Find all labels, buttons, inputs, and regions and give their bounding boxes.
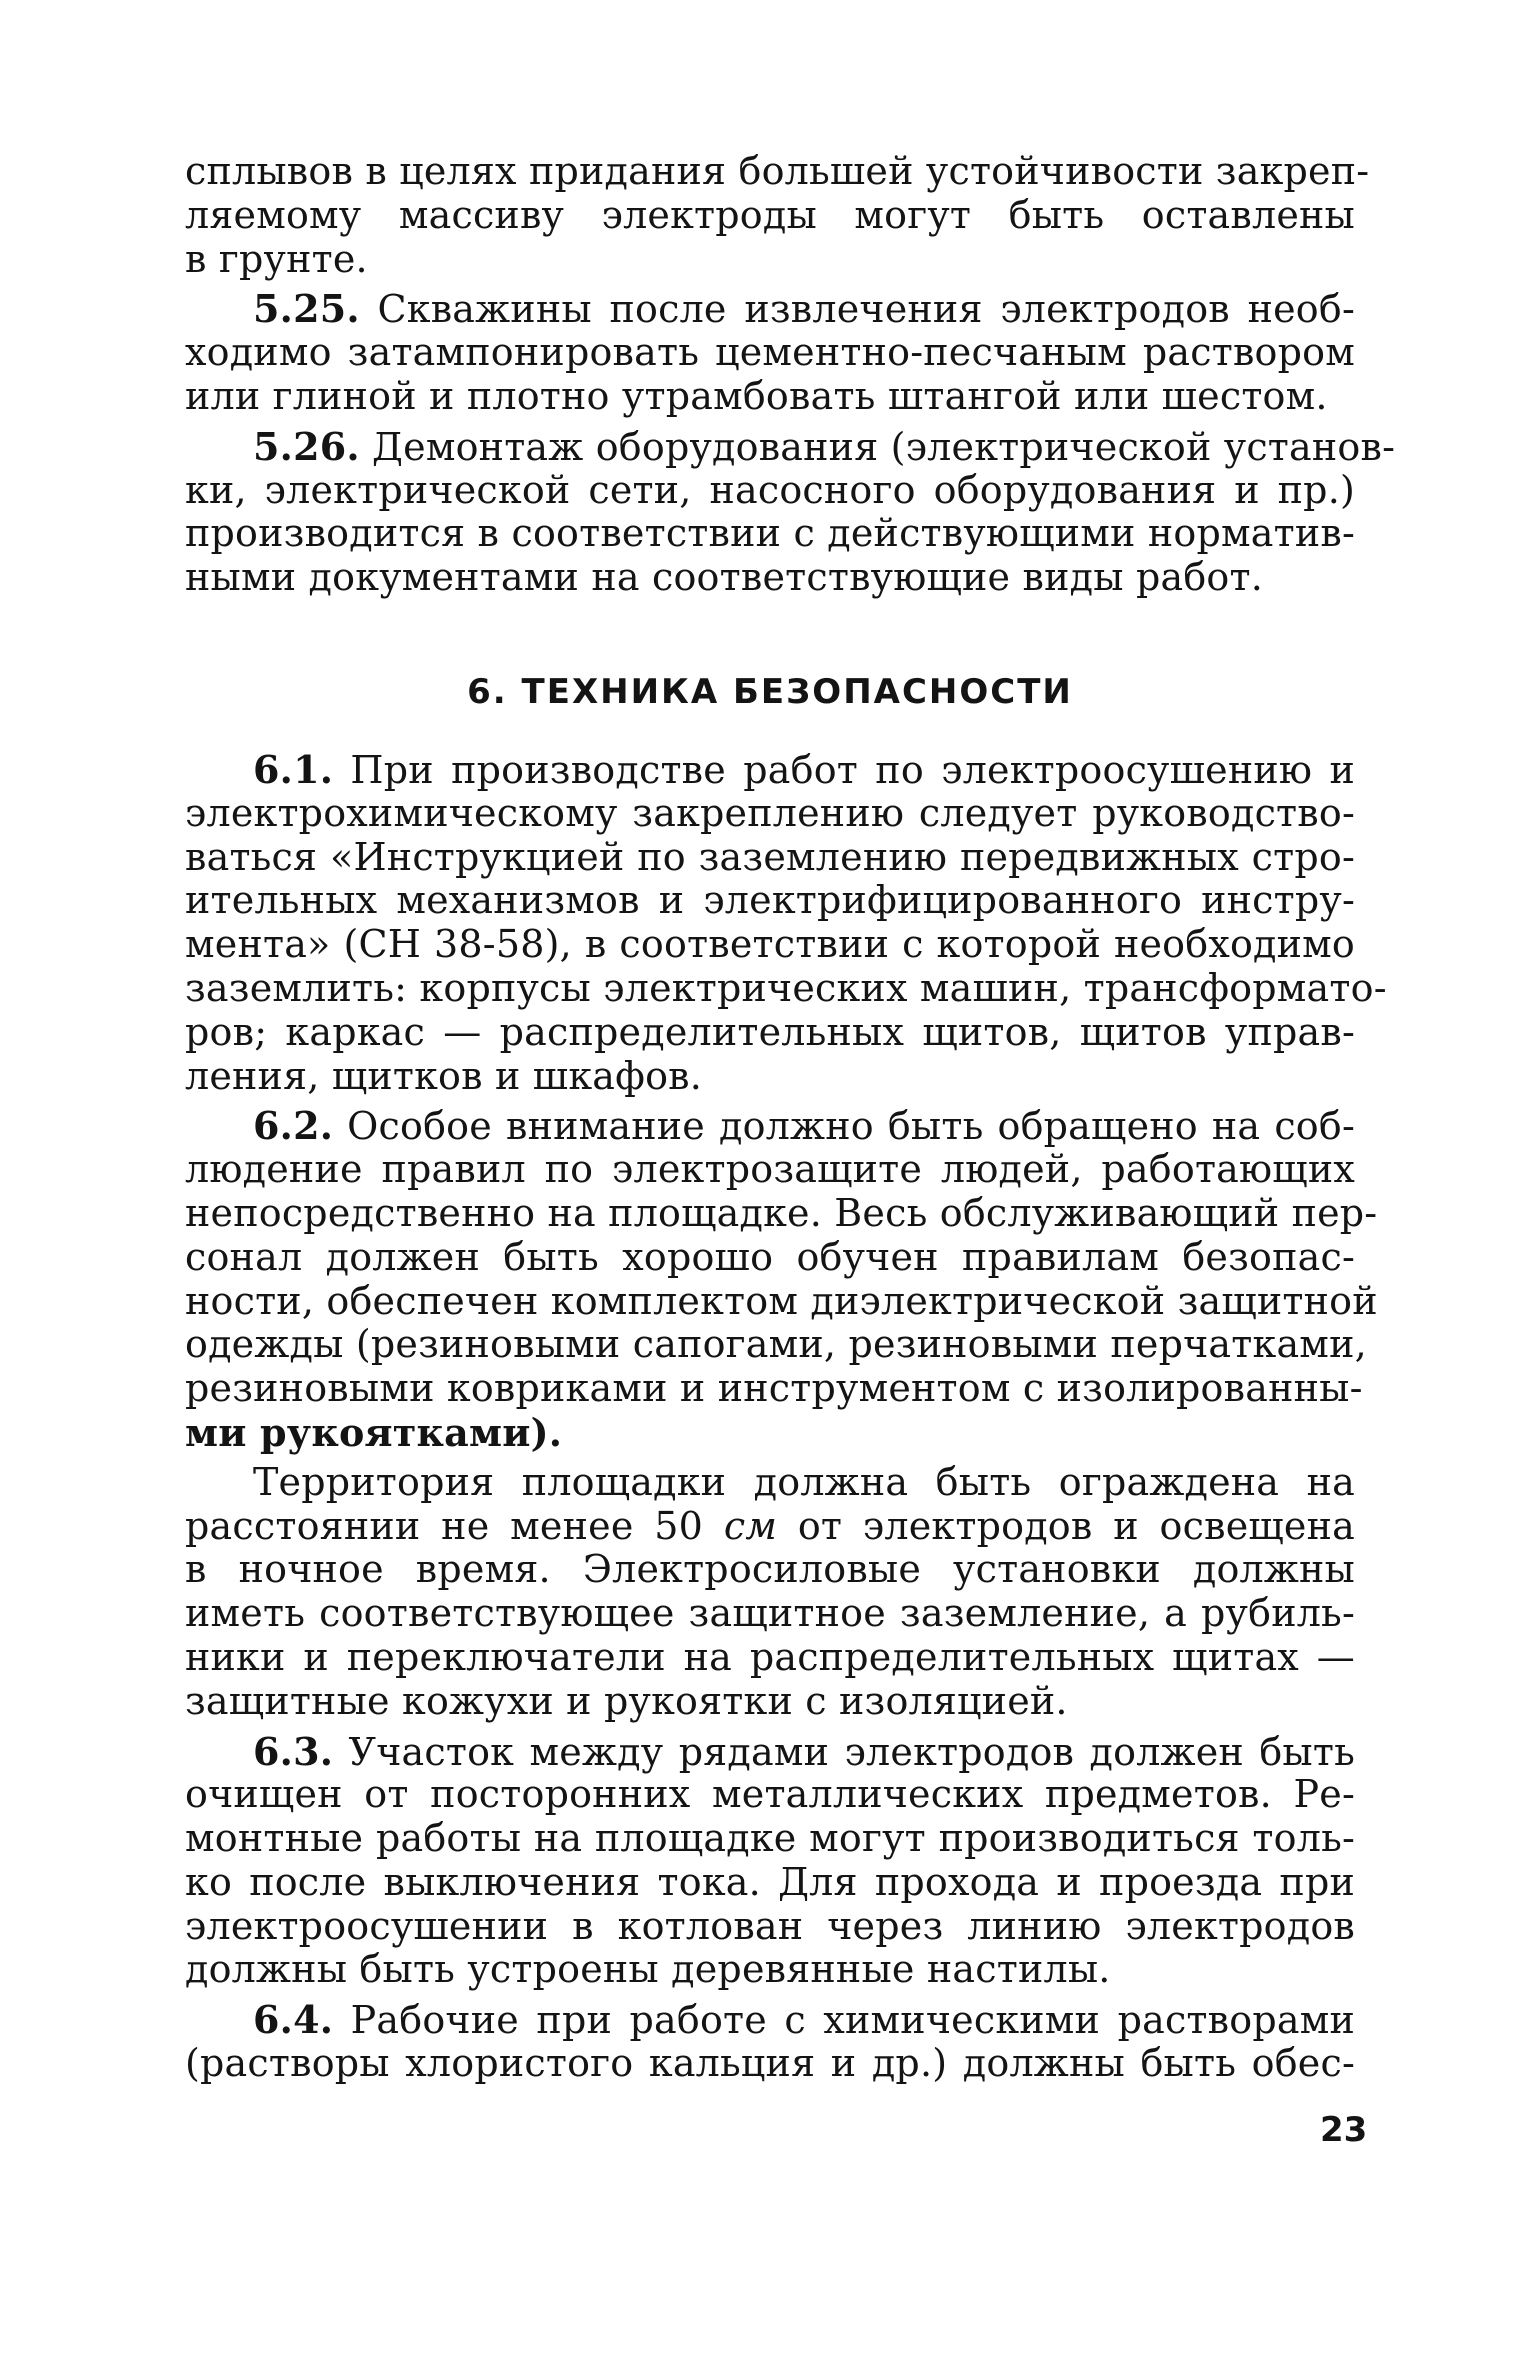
paragraph-number: 6.1. [253, 746, 334, 792]
text-line: заземлить: корпусы электрических машин, трансформато- [185, 965, 1387, 1010]
text-line: непосредственно на площадке. Весь обслуживающий пер- [185, 1190, 1378, 1235]
text-line: защитные кожухи и рукоятки с изоляцией. [185, 1678, 1068, 1723]
text-line: ки, электрической сети, насосного оборудования и пр.) [185, 467, 1355, 512]
distance-line [185, 1505, 1355, 1549]
document-page [185, 149, 1396, 2086]
text-span: Демонтаж оборудования (электрической установ- [359, 424, 1396, 469]
text-line: ляемому массиву электроды могут быть оставлены [185, 192, 1355, 237]
paragraph-6-3-first-line [185, 1730, 1355, 1774]
text-line: ходимо затампонировать цементно-песчаным раствором [185, 330, 1355, 375]
unit-text: см [723, 1503, 778, 1548]
paragraph-number: 6.2. [253, 1103, 334, 1149]
paragraph-6-2-first-line [185, 1104, 1355, 1148]
text-line: должны быть устроены деревянные настилы. [185, 1947, 1111, 1992]
text-span: от электродов и освещена [777, 1503, 1355, 1548]
text-span: расстоянии не менее 50 [185, 1503, 724, 1548]
text-span: Участок между рядами электродов должен быть [333, 1729, 1355, 1774]
text-line: Территория площадки должна быть ограждена на [253, 1459, 1355, 1504]
text-line: иметь соответствующее защитное заземление, а рубиль- [185, 1591, 1355, 1636]
text-line: или глиной и плотно утрамбовать штангой или шестом. [185, 373, 1328, 418]
text-line: резиновыми ковриками и инструментом с изолированны- [185, 1366, 1363, 1411]
text-line: ными документами на соответствующие виды работ. [185, 555, 1264, 600]
text-line: в грунте. [185, 236, 368, 281]
paragraph-5-25-first-line [185, 287, 1355, 331]
text-line: ительных механизмов и электрифицированного инстру- [185, 878, 1355, 923]
section-title: 6. ТЕХНИКА БЕЗОПАСНОСТИ [467, 671, 1073, 712]
text-line: ко после выключения тока. Для прохода и проезда при [185, 1859, 1355, 1904]
text-line: ники и переключатели на распределительных щитах — [185, 1634, 1355, 1679]
text-span: Скважины после извлечения электродов необ- [359, 287, 1355, 332]
paragraph-number: 5.25. [253, 286, 360, 332]
text-line: ности, обеспечен комплектом диэлектрической защитной [185, 1278, 1378, 1323]
text-line: мента» (СН 38-58), в соответствии с которой необходимо [185, 922, 1355, 967]
text-span: При производстве работ по электроосушению и [333, 747, 1355, 792]
text-line: ров; каркас — распределительных щитов, щитов управ- [185, 1009, 1355, 1054]
text-line: сонал должен быть хорошо обучен правилам безопас- [185, 1234, 1355, 1279]
text-line: производится в соответствии с действующими норматив- [185, 511, 1355, 556]
page-number: 23 [1320, 2110, 1368, 2150]
text-line: людение правил по электрозащите людей, работающих [185, 1147, 1355, 1192]
text-line: в ночное время. Электросиловые установки должны [185, 1547, 1355, 1592]
text-line: сплывов в целях придания большей устойчивости закреп- [185, 149, 1370, 193]
text-line: одежды (резиновыми сапогами, резиновыми перчатками, [185, 1322, 1367, 1367]
text-line: (растворы хлористого кальция и др.) должны быть обес- [185, 2041, 1355, 2086]
paragraph-number: 6.4. [253, 1997, 334, 2043]
paragraph-6-1-first-line [185, 748, 1355, 792]
paragraph-number: 6.3. [253, 1728, 334, 1774]
paragraph-number: 5.26. [253, 423, 360, 469]
text-line: ми рукоятками). [185, 1409, 563, 1455]
text-line: очищен от посторонних металлических предметов. Ре- [185, 1772, 1355, 1817]
text-line: ваться «Инструкцией по заземлению передвижных стро- [185, 834, 1355, 879]
paragraph-5-26-first-line [185, 423, 1396, 469]
text-line: электрохимическому закреплению следует руководство- [185, 790, 1355, 835]
text-line: электроосушении в котлован через линию электродов [185, 1903, 1355, 1948]
paragraph-6-4-first-line [185, 1998, 1355, 2042]
text-line: монтные работы на площадке могут производиться толь- [185, 1816, 1355, 1861]
text-span: Особое внимание должно быть обращено на соб- [333, 1104, 1355, 1149]
text-span: Рабочие при работе с химическими растворами [333, 1998, 1355, 2043]
text-line: ления, щитков и шкафов. [185, 1053, 703, 1098]
